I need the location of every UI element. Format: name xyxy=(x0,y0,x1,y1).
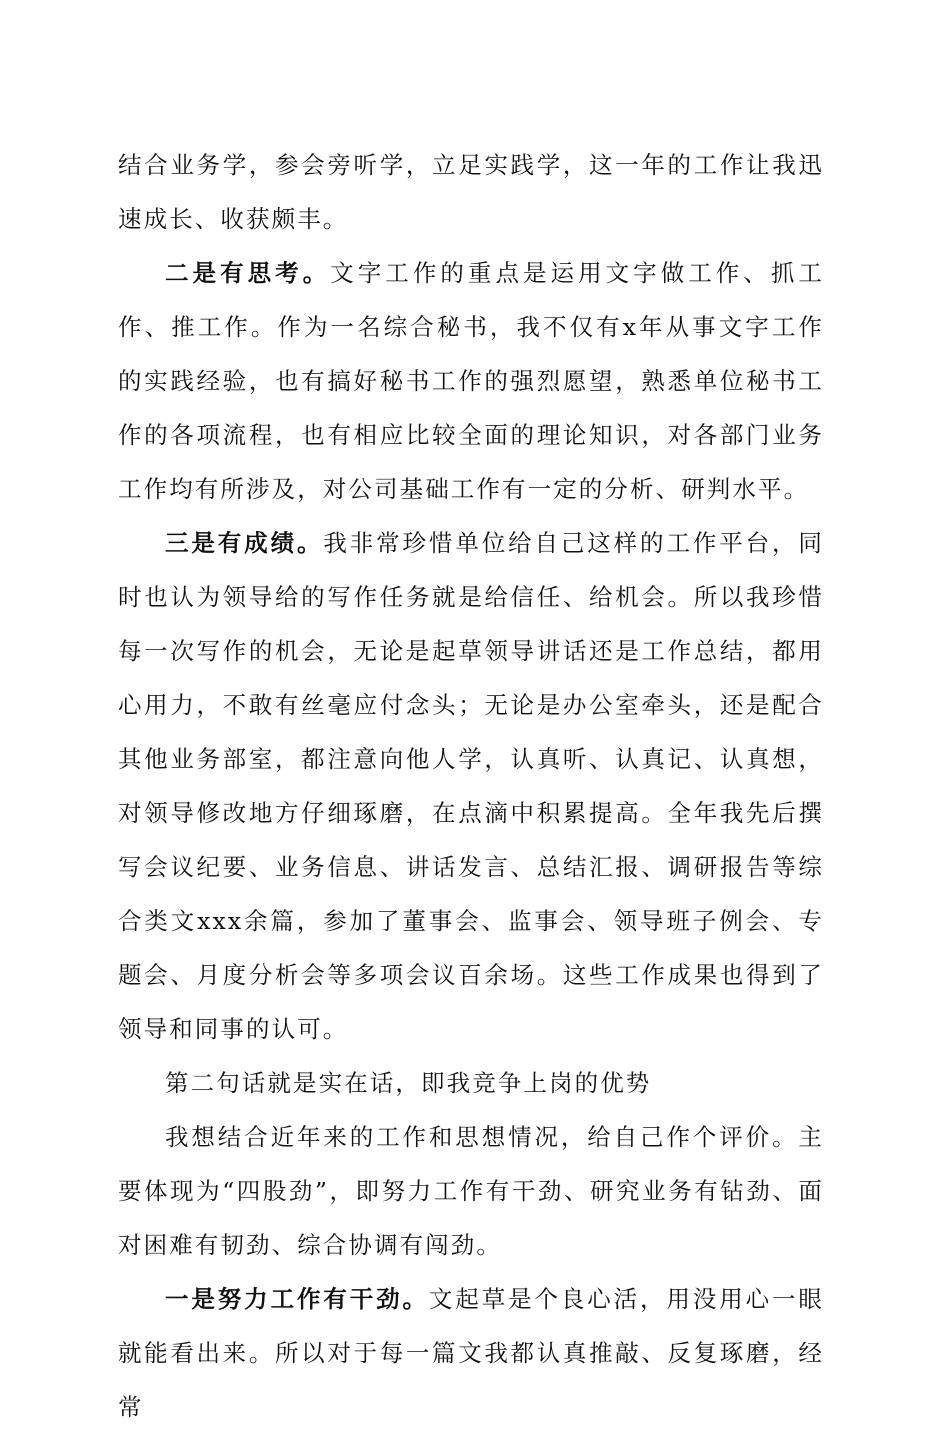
document-body xyxy=(118,138,824,1434)
section-heading xyxy=(118,1056,824,1110)
paragraph-5 xyxy=(118,1110,824,1272)
paragraph-3-text: 我非常珍惜单位给自己这样的工作平台，同时也认为领导给的写作任务就是给信任、给机会。所以我珍惜每一次写作的机会，无论是起草领导讲话还是工作总结，都用心用力，不敢有丝毫应付念头；无论是办公室牵头，还是配合其他业务部室，都注意向他人学，认真听、认真记、认真想，对领导修改地方仔细琢磨，在点滴中积累提高。全年我先后撰写会议纪要、业务信息、讲话发言、总结汇报、调研报告等综合类文xxx余篇，参加了董事会、监事会、领导班子例会、专题会、月度分析会等多项会议百余场。这些工作成果也得到了领导和同事的认可。 xyxy=(118,529,824,1043)
paragraph-1 xyxy=(118,138,824,246)
paragraph-2-lead: 二是有思考。 xyxy=(165,259,331,287)
paragraph-6-text: 文起草是个良心活，用没用心一眼就能看出来。所以对于每一篇文我都认真推敲、反复琢磨，经常 xyxy=(118,1285,825,1421)
paragraph-3-lead: 三是有成绩。 xyxy=(165,529,324,557)
paragraph-6 xyxy=(118,1272,824,1434)
paragraph-1-text: 结合业务学，参会旁听学，立足实践学，这一年的工作让我迅速成长、收获颇丰。 xyxy=(118,151,824,233)
paragraph-6-lead: 一是努力工作有干劲。 xyxy=(165,1285,429,1313)
paragraph-3 xyxy=(118,516,824,1056)
section-heading-text: 第二句话就是实在话，即我竞争上岗的优势 xyxy=(165,1069,652,1097)
paragraph-2 xyxy=(118,246,824,516)
paragraph-2-text: 文字工作的重点是运用文字做工作、抓工作、推工作。作为一名综合秘书，我不仅有x年从事文字工作的实践经验，也有搞好秘书工作的强烈愿望，熟悉单位秘书工作的各项流程，也有相应比较全面的理论知识，对各部门业务工作均有所涉及，对公司基础工作有一定的分析、研判水平。 xyxy=(118,259,824,503)
paragraph-5-text: 我想结合近年来的工作和思想情况，给自己作个评价。主要体现为“四股劲”，即努力工作有干劲、研究业务有钻劲、面对困难有韧劲、综合协调有闯劲。 xyxy=(118,1123,824,1259)
